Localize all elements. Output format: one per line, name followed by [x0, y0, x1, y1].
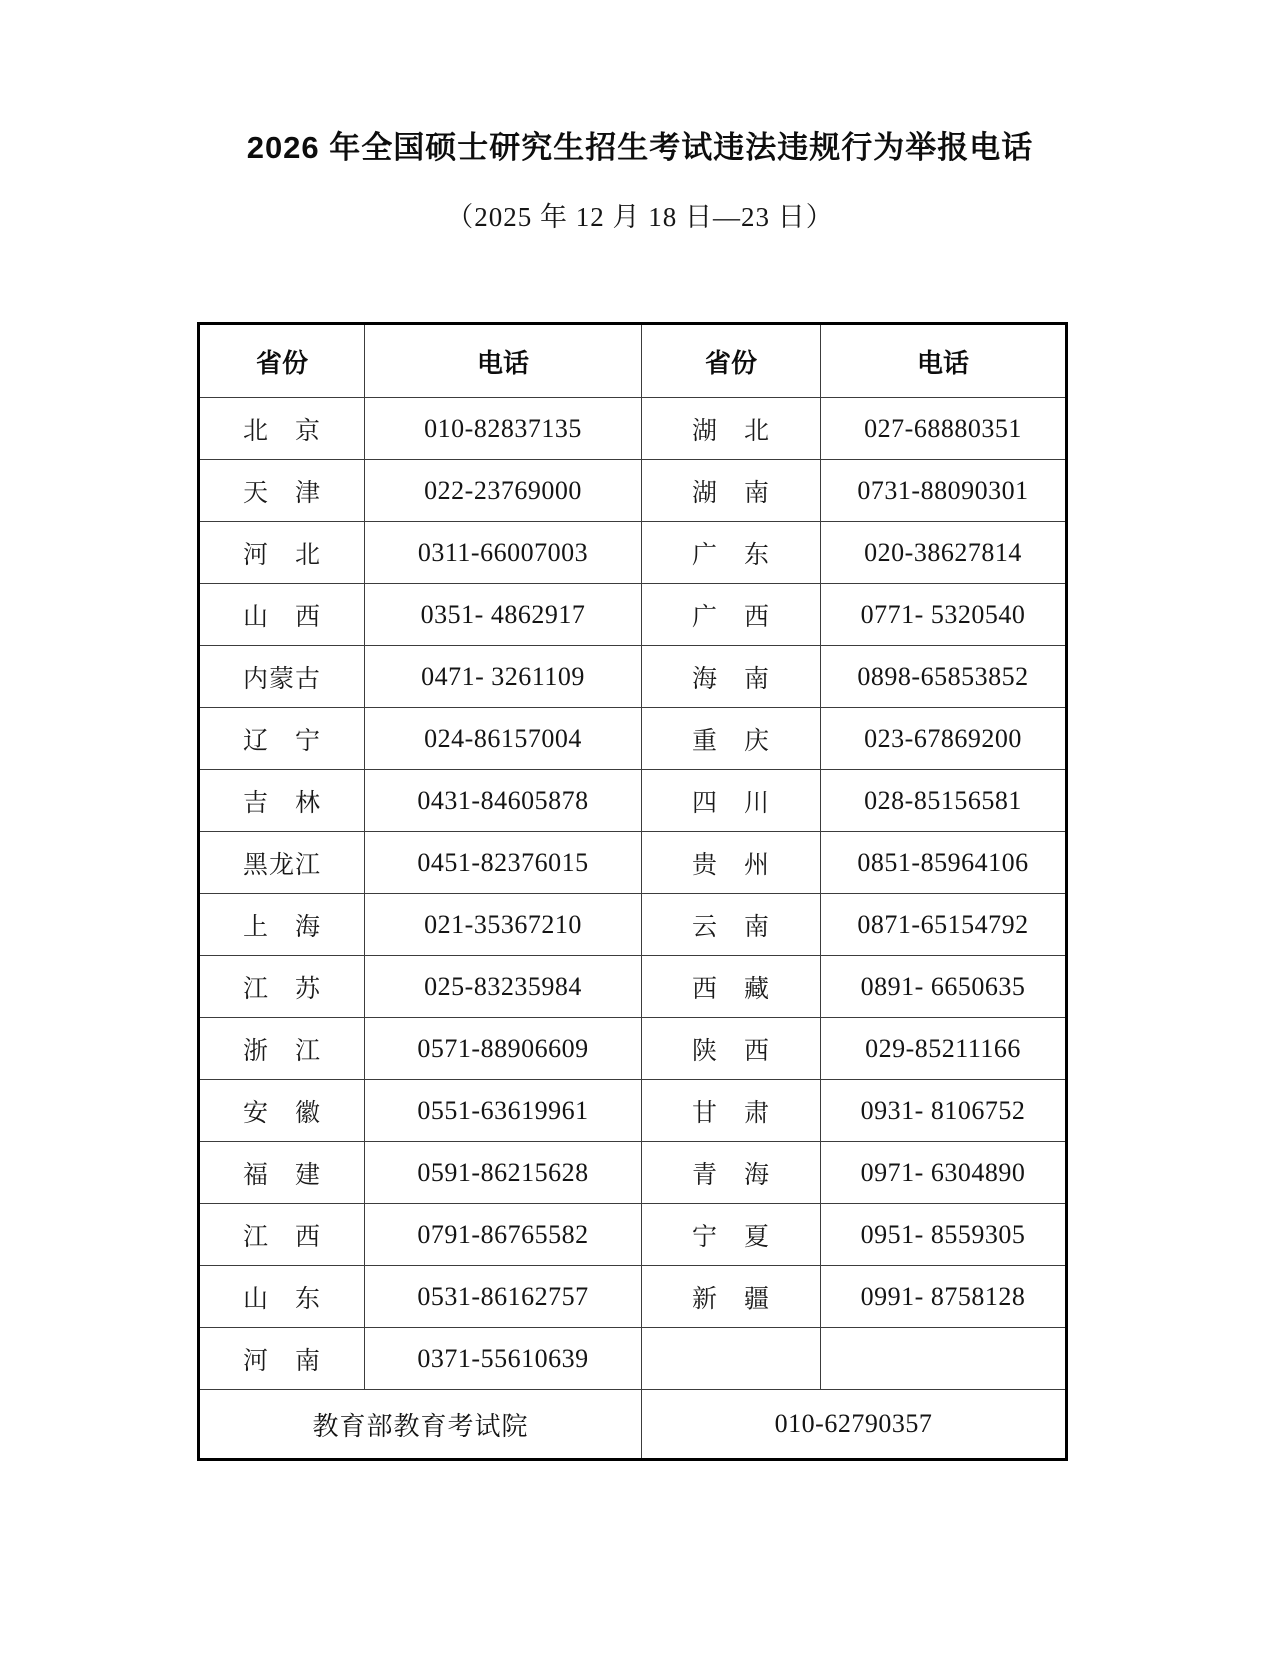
- province-cell: 云 南: [642, 894, 821, 956]
- province-cell: 山 西: [199, 584, 365, 646]
- table-row: [199, 1328, 1067, 1390]
- province-cell: 北 京: [199, 398, 365, 460]
- province-cell: 河 北: [199, 522, 365, 584]
- phone-cell: 024-86157004: [365, 708, 642, 770]
- table-row: [199, 1266, 1067, 1328]
- province-cell: [642, 1328, 821, 1390]
- table-row: [199, 770, 1067, 832]
- province-cell: 江 西: [199, 1204, 365, 1266]
- header-row: [199, 324, 1067, 398]
- phone-cell: 0431-84605878: [365, 770, 642, 832]
- table-row: [199, 956, 1067, 1018]
- phone-cell: 0791-86765582: [365, 1204, 642, 1266]
- phone-cell: 0731-88090301: [821, 460, 1067, 522]
- province-cell: 广 西: [642, 584, 821, 646]
- province-cell: 湖 北: [642, 398, 821, 460]
- province-cell: 甘 肃: [642, 1080, 821, 1142]
- footer-row: [199, 1390, 1067, 1460]
- phone-cell: 0571-88906609: [365, 1018, 642, 1080]
- page-subtitle: （2025 年 12 月 18 日—23 日）: [446, 202, 834, 232]
- phone-cell: 020-38627814: [821, 522, 1067, 584]
- phone-cell: 0991- 8758128: [821, 1266, 1067, 1328]
- phone-cell: 0951- 8559305: [821, 1204, 1067, 1266]
- phone-cell: 0931- 8106752: [821, 1080, 1067, 1142]
- province-cell: 广 东: [642, 522, 821, 584]
- table-row: [199, 522, 1067, 584]
- phone-cell: 010-82837135: [365, 398, 642, 460]
- table-row: [199, 894, 1067, 956]
- phone-cell: 0771- 5320540: [821, 584, 1067, 646]
- table-row: [199, 1204, 1067, 1266]
- table-row: [199, 1080, 1067, 1142]
- province-cell: 青 海: [642, 1142, 821, 1204]
- footer-org: 教育部教育考试院: [199, 1390, 642, 1460]
- province-cell: 福 建: [199, 1142, 365, 1204]
- table-row: [199, 708, 1067, 770]
- phone-cell: 0898-65853852: [821, 646, 1067, 708]
- phone-cell: 0971- 6304890: [821, 1142, 1067, 1204]
- phone-cell: 0531-86162757: [365, 1266, 642, 1328]
- phone-cell: 029-85211166: [821, 1018, 1067, 1080]
- phone-cell: 0351- 4862917: [365, 584, 642, 646]
- province-cell: 海 南: [642, 646, 821, 708]
- page-title: 2026 年全国硕士研究生招生考试违法违规行为举报电话: [246, 130, 1034, 165]
- table-row: [199, 832, 1067, 894]
- province-cell: 天 津: [199, 460, 365, 522]
- province-cell: 山 东: [199, 1266, 365, 1328]
- phone-cell: 0311-66007003: [365, 522, 642, 584]
- header-province-left: 省份: [199, 324, 365, 398]
- table-row: [199, 1142, 1067, 1204]
- province-cell: 四 川: [642, 770, 821, 832]
- phone-cell: 0851-85964106: [821, 832, 1067, 894]
- phone-cell: 0371-55610639: [365, 1328, 642, 1390]
- table-row: [199, 646, 1067, 708]
- province-cell: 江 苏: [199, 956, 365, 1018]
- province-cell: 黑龙江: [199, 832, 365, 894]
- province-cell: 重 庆: [642, 708, 821, 770]
- phone-cell: 021-35367210: [365, 894, 642, 956]
- table-row: [199, 1018, 1067, 1080]
- province-cell: 浙 江: [199, 1018, 365, 1080]
- table-body: [199, 398, 1067, 1460]
- phone-cell: 0551-63619961: [365, 1080, 642, 1142]
- phone-cell: 0871-65154792: [821, 894, 1067, 956]
- province-cell: 吉 林: [199, 770, 365, 832]
- phone-cell: 0891- 6650635: [821, 956, 1067, 1018]
- phone-cell: 028-85156581: [821, 770, 1067, 832]
- footer-phone: 010-62790357: [642, 1390, 1067, 1460]
- province-cell: 贵 州: [642, 832, 821, 894]
- phone-cell: 0591-86215628: [365, 1142, 642, 1204]
- province-cell: 新 疆: [642, 1266, 821, 1328]
- header-phone-left: 电话: [365, 324, 642, 398]
- province-cell: 内蒙古: [199, 646, 365, 708]
- phone-cell: [821, 1328, 1067, 1390]
- phone-cell: 027-68880351: [821, 398, 1067, 460]
- province-cell: 湖 南: [642, 460, 821, 522]
- phone-cell: 022-23769000: [365, 460, 642, 522]
- province-cell: 河 南: [199, 1328, 365, 1390]
- province-cell: 安 徽: [199, 1080, 365, 1142]
- phone-cell: 025-83235984: [365, 956, 642, 1018]
- province-cell: 辽 宁: [199, 708, 365, 770]
- province-cell: 陕 西: [642, 1018, 821, 1080]
- header-phone-right: 电话: [821, 324, 1067, 398]
- table-row: [199, 460, 1067, 522]
- header-province-right: 省份: [642, 324, 821, 398]
- phone-cell: 0471- 3261109: [365, 646, 642, 708]
- province-cell: 宁 夏: [642, 1204, 821, 1266]
- hotline-table: [197, 322, 1068, 1461]
- table-row: [199, 398, 1067, 460]
- phone-cell: 0451-82376015: [365, 832, 642, 894]
- phone-cell: 023-67869200: [821, 708, 1067, 770]
- table-row: [199, 584, 1067, 646]
- province-cell: 上 海: [199, 894, 365, 956]
- province-cell: 西 藏: [642, 956, 821, 1018]
